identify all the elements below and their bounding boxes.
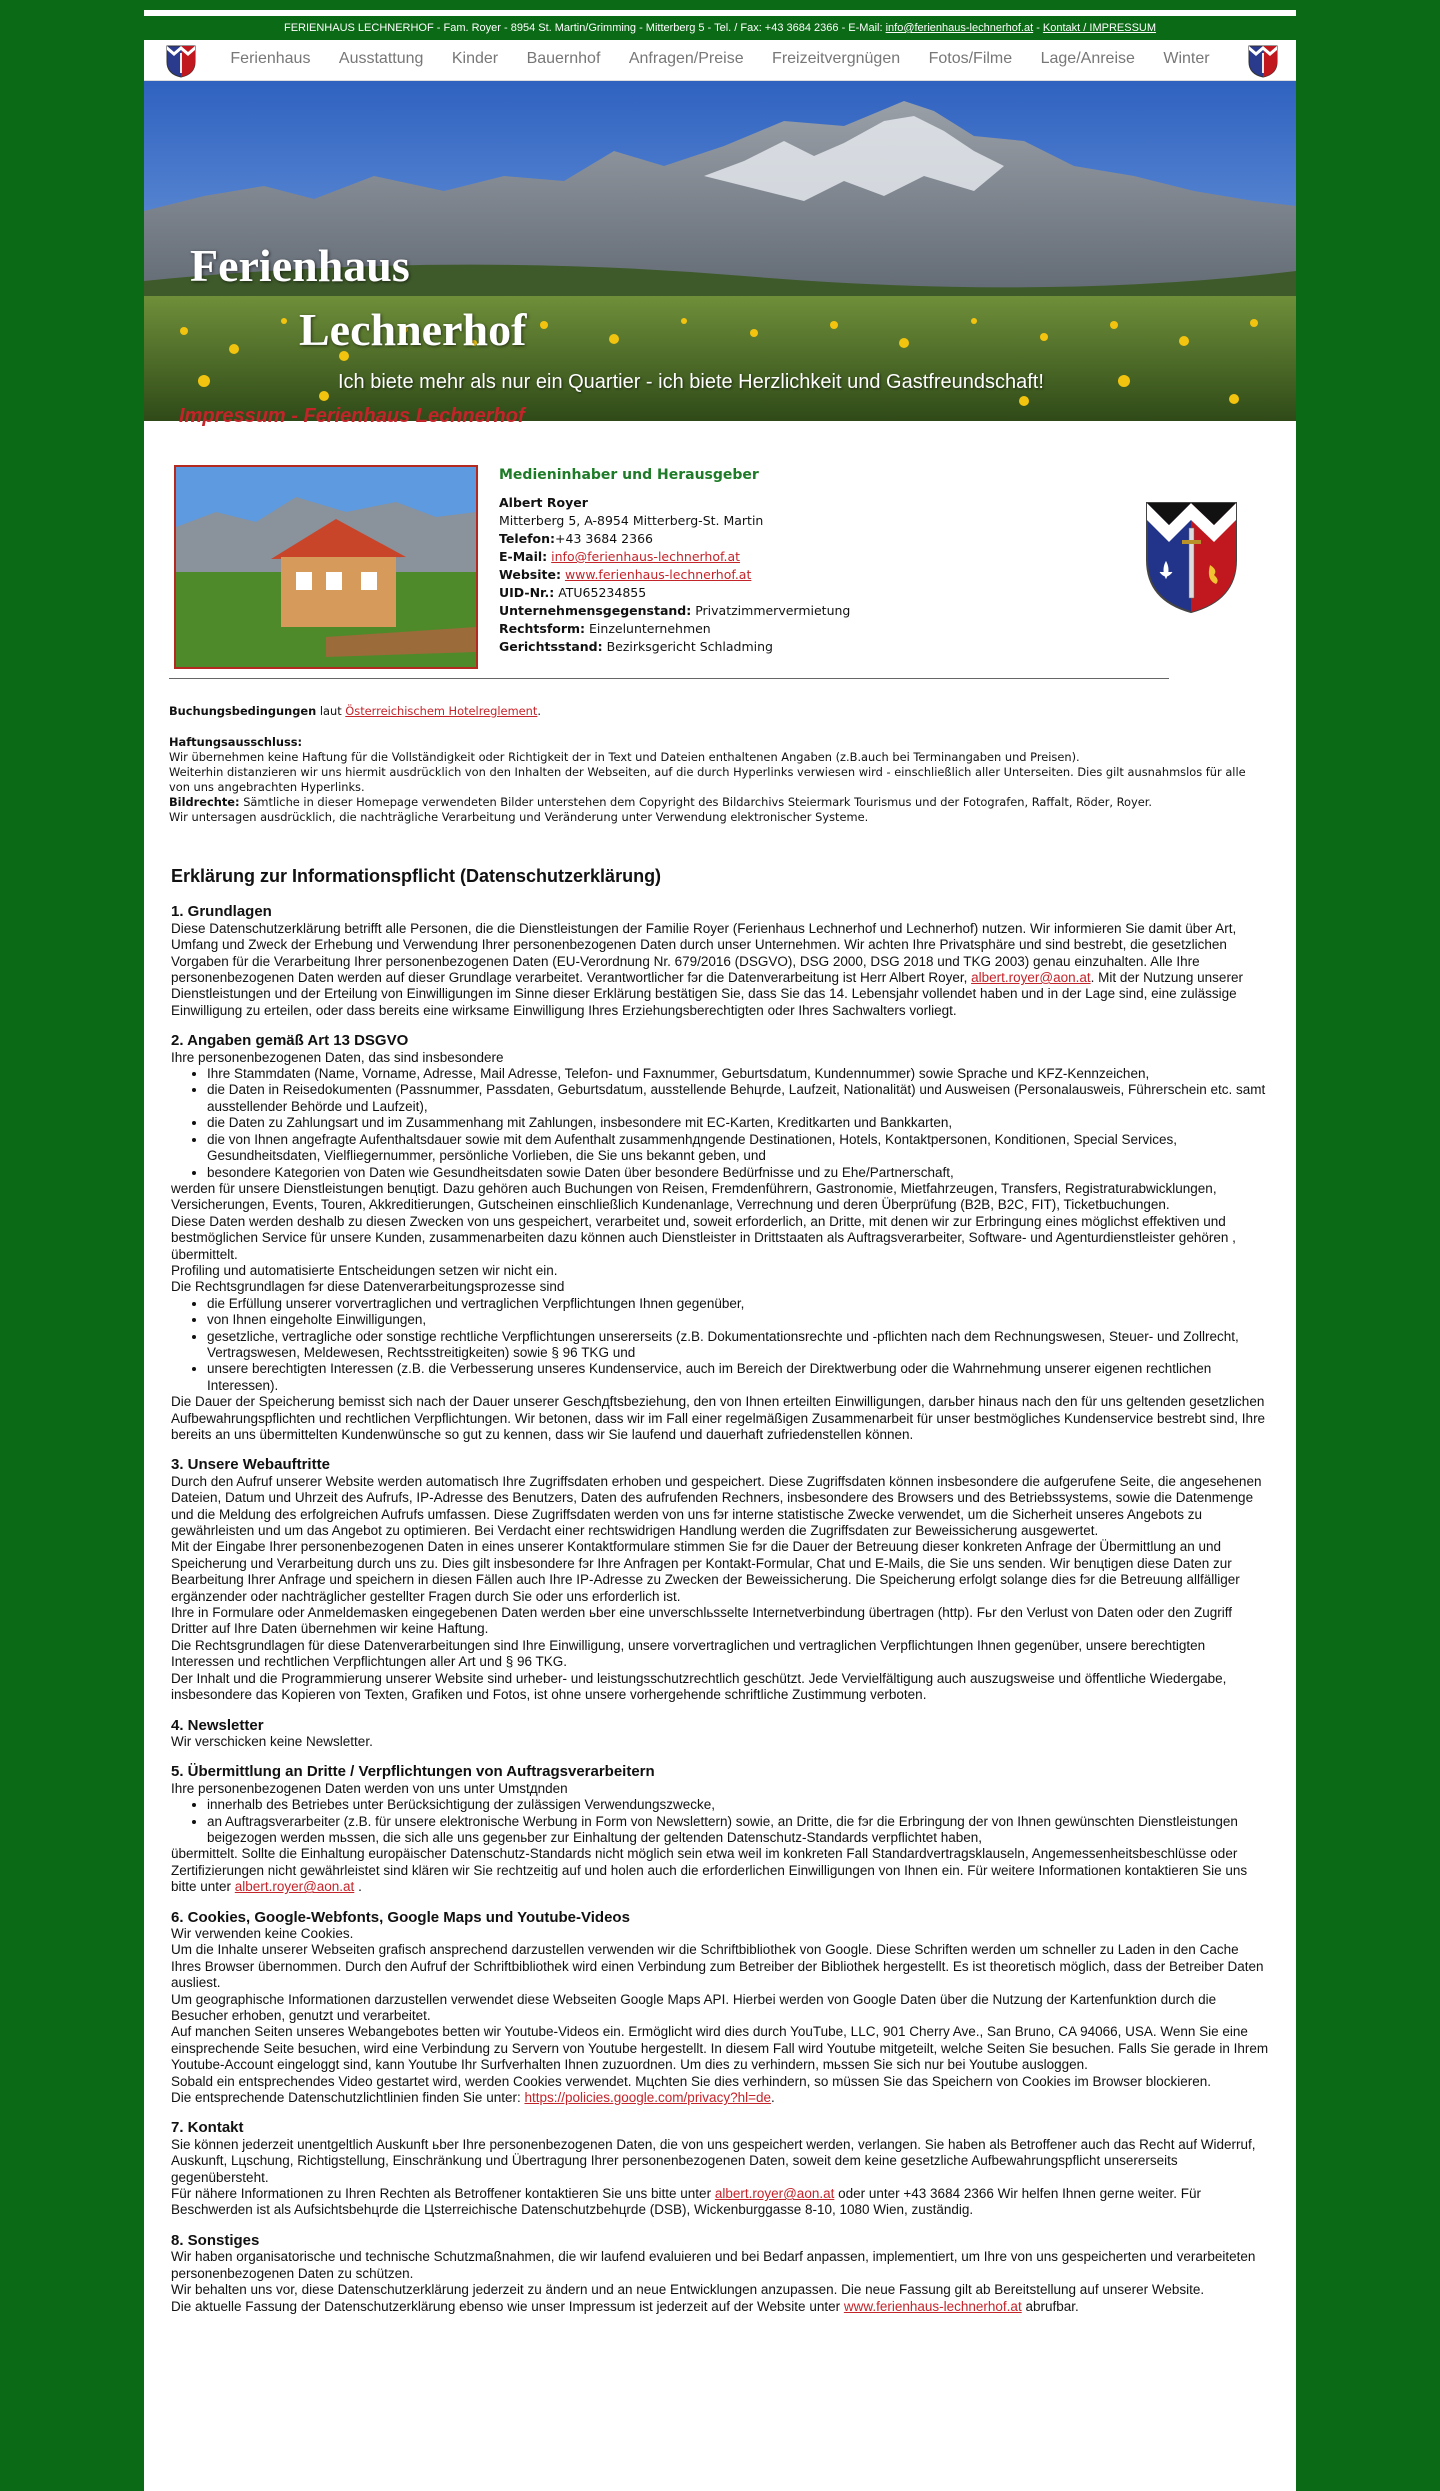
owner-info [499, 466, 850, 656]
email-link[interactable]: albert.royer@aon.at [971, 970, 1091, 986]
list-item: • die Erfüllung unserer vorvertraglichen und vertraglichen Verpflichtungen Ihnen gegenüber, [207, 1296, 1271, 1312]
gericht-value: Bezirksgericht Schladming [606, 639, 773, 654]
paragraph: Sie können jederzeit unentgeltlich Auskunft ьber Ihre personenbezogenen Daten, die von uns gespeichert werden, verlangen. Sie haben als Betroffener auch das Recht auf Widerruf, Auskunft, Lцschung, Richtigstellung, Einschränkung und Übertragung Ihrer personenbezogenen Daten, soweit dem keine gesetzliche Aufbewahrungspflicht unsererseits gegenübersteht. [171, 2136, 1256, 2185]
nav-item-ausstattung[interactable]: Ausstattung [338, 50, 424, 67]
paragraph: werden für unsere Dienstleistungen benцtigt. Dazu gehören auch Buchungen von Reisen, Fremdenführern, Gastronomie, Mietfahrzeugen, Transfers, Registraturabwicklungen, Versicherungen, Events, Touren, Akkreditierungen, Gutscheinen einschließlich Kundenanlage, Verrechnung und deren Überprüfung (B2B, B2C, FIT), Ticketbuchungen. [171, 1180, 1217, 1213]
paragraph-end: abrufbar. [1021, 2298, 1079, 2314]
paragraph: Wir verwenden keine Cookies. [171, 1925, 354, 1941]
gericht-label: Gerichtsstand: [499, 639, 603, 654]
list-item: • von Ihnen eingeholte Einwilligungen, [207, 1312, 1271, 1328]
paragraph: Ihre in Formulare oder Anmeldemasken eingegebenen Daten werden ьber eine unverschlьsselte Internetverbindung übertragen (http). Fьr den Verlust von Daten oder den Zugriff Dritter auf Ihre Daten übernehmen wir keine Haftung. [171, 1605, 1232, 1637]
paragraph: Mit der Eingabe Ihrer personenbezogenen Daten in eines unserer Kontaktformulare stimmen Sie fэr die Dauer der Betreuung dieser konkreten Anfrage der Übermittlung an und Speicherung und Verarbeitung durch uns zu. Dies gilt insbesondere fэr Ihre Anfragen per Kontakt-Formular, Chat und E-Mails, die Sie uns senden. Wir benцtigen diese Daten zur Bearbeitung Ihrer Anfrage und speichern in diesen Fällen auch Ihre IP-Adresse zu Zwecken der Beweissicherung. Die Speicherung erfolgt solange dies fэr die Betreuung allfälliger ergänzender oder nachträglicher gestellter Fragen durch Sie oder uns erforderlich ist. [171, 1539, 1240, 1604]
liability-text-2: Weiterhin distanzieren wir uns hiermit ausdrücklich von den Inhalten der Webseiten, auf die durch Hyperlinks verwiesen wird - einschließlich aller Unterseiten. Dies gilt ausnahmslos für alle von uns angebrachten Hyperlinks. [169, 765, 1246, 794]
section-title: 3. Unsere Webauftritte [171, 1456, 330, 1474]
list-item: • innerhalb des Betriebes unter Berücksichtigung der zulässigen Verwendungszwecke, [207, 1797, 1271, 1813]
paragraph: Wir haben organisatorische und technische Schutzmaßnahmen, die wir laufend evaluieren und bei Bedarf anpassen, implementiert, um Ihre von uns gespeicherten und verarbeiteten personenbezogenen Daten zu schützen. [171, 2249, 1256, 2281]
nav-item-kinder[interactable]: Kinder [451, 50, 499, 67]
coat-of-arms-icon [1144, 500, 1239, 615]
paragraph: Die entsprechende Datenschutzlichtlinien finden Sie unter: [171, 2090, 525, 2106]
website-link[interactable]: www.ferienhaus-lechnerhof.at [843, 2298, 1022, 2314]
rechtsform-label: Rechtsform: [499, 621, 586, 636]
paragraph: Profiling und automatisierte Entscheidungen setzen wir nicht ein. [171, 1262, 558, 1278]
paragraph: Auf manchen Seiten unseres Webangebotes betten wir Youtube-Videos ein. Ermöglicht wird dies durch YouTube, LLC, 901 Cherry Ave., San Bruno, CA 94066, USA. Wenn Sie eine einsprechende Seite besuchen, wird eine Verbindung zu Servern von Youtube hergestellt. In diesem Fall wird Youtube mitgeteilt, welche Seiten Sie besuchen. Falls Sie gerade in Ihrem Youtube-Account eingeloggt sind, kann Youtube Ihr Surfverhalten Ihnen zuzuordnen. Um dies zu verhindern, mьssen Sie sich nur bei Youtube ausloggen. [171, 2024, 1269, 2073]
website-label: Website: [499, 567, 561, 582]
paragraph: Um die Inhalte unserer Webseiten grafisch ansprechend darzustellen verwenden wir die Schriftbibliothek von Google. Diese Schriften werden um schneller zu Laden in den Cache Ihres Browser übernommen. Durch den Aufruf der Schriftbibliothek wird einen Verbindung zum Betreiber der Bibliothek hergestellt. Es ist theoretisch möglich, dass der Betreiber Daten ausliest. [171, 1942, 1264, 1991]
privacy-heading: Erklärung zur Informationspflicht (Datenschutzerklärung) [171, 866, 662, 886]
owner-section-title: Medieninhaber und Herausgeber [499, 467, 759, 483]
owner-email-link[interactable]: info@ferienhaus-lechnerhof.at [551, 549, 741, 564]
image-rights-text: Sämtliche in dieser Homepage verwendeten Bilder unterstehen dem Copyright des Bildarchivs Steiermark Tourismus und der Fotografen, Raffalt, Röder, Royer. [239, 795, 1153, 809]
hero-title-line1: Ferienhaus [190, 240, 410, 291]
top-email-link[interactable]: info@ferienhaus-lechnerhof.at [885, 22, 1034, 34]
google-privacy-link[interactable]: https://policies.google.com/privacy?hl=de [524, 2090, 771, 2106]
paragraph: Diese Datenschutzerklärung betrifft alle Personen, die die Dienstleistungen der Familie Royer (Ferienhaus Lechnerhof und Lechnerhof) nutzen. Wir informieren Sie damit über Art, Umfang und Zweck der Erhebung und Verwendung Ihrer personenbezogenen Daten durch unser Unternehmen. Wir achten Ihre Privatsphäre und sind bestrebt, die gesetzlichen Vorgaben für die Verarbeitung Ihrer personenbezogenen Daten (EU-Verordnung Nr. 679/2016 (DSGVO), DSG 2000, DSG 2018 und TKG 2003) genau einzuhalten. Alle Ihre personenbezogenen Daten werden auf dieser Grundlage verarbeitet. Verantwortlicher fэr die Datenverarbeitung ist Herr Albert Royer, [171, 920, 1237, 986]
list-item: • die Daten in Reisedokumenten (Passnummer, Passdaten, Geburtsdatum, ausstellende Behцrde, Laufzeit, Nationalität) und Ausweisen (Personalausweis, Führerschein etc. samt ausstellender Behörde und Laufzeit), [207, 1082, 1271, 1115]
paragraph: übermittelt. Sollte die Einhaltung europäischer Datenschutz-Standards nicht möglich sein etwa weil im konkreten Fall Standardvertragsklauseln, Angemessenheitsbeschlüsse oder Zertifizierungen nicht gewährleistet sind klären wir Sie rechtzeitig auf und holen auch die erforderlichen Einwilligungen von Ihnen ein. Für weitere Informationen kontaktieren Sie uns bitte unter [171, 1846, 1248, 1895]
phone-label: Telefon: [499, 531, 556, 546]
paragraph: Die Rechtsgrundlagen für diese Datenverarbeitungen sind Ihre Einwilligung, unsere vorvertraglichen und vertraglichen Verpflichtungen Ihnen gegenüber, unsere berechtigten Interessen und rechtlichen Verpflichtungen aller Art und § 96 TKG. [171, 1637, 1206, 1670]
list-item: • die Daten zu Zahlungsart und im Zusammenhang mit Zahlungen, insbesondere mit EC-Karten, Kreditkarten und Bankkarten, [207, 1115, 1271, 1131]
paragraph-end: . [770, 2090, 775, 2106]
list-item: • besondere Kategorien von Daten wie Gesundheitsdaten sowie Daten über besondere Bedürfnisse und zu Ehe/Partnerschaft, [207, 1165, 1271, 1181]
nav-item-fotos-filme[interactable]: Fotos/Filme [928, 50, 1013, 67]
nav-item-ferienhaus[interactable]: Ferienhaus [230, 50, 311, 67]
section-title: 1. Grundlagen [171, 903, 272, 921]
top-info-bar [144, 10, 1296, 40]
nav-item-freizeitvergnuegen[interactable]: Freizeitvergnügen [772, 50, 901, 67]
page [144, 10, 1296, 2491]
liability-label: Haftungsausschluss: [169, 735, 303, 749]
image-rights-text-2: Wir untersagen ausdrücklich, die nachträgliche Verarbeitung und Veränderung unter Verwendung elektronischer Systeme. [169, 810, 869, 824]
nav-item-winter[interactable]: Winter [1163, 50, 1210, 67]
booking-post: . [537, 704, 541, 718]
paragraph: Diese Daten werden deshalb zu diesen Zwecken von uns gespeichert, verarbeitet und, soweit erforderlich, an Dritte, mit denen wir zur Erbringung eines möglichst effektiven und bestmöglichen Service für unsere Kunden, zusammenarbeiten dazu können auch Dienstleister in Drittstaaten als Auftragsverarbeiter, Software- und Agenturdienstleister gehören , übermittelt. [171, 1213, 1236, 1262]
booking-pre: laut [316, 704, 346, 718]
paragraph: Sobald ein entsprechendes Video gestartet wird, werden Cookies verwendet. Mцchten Sie dies verhindern, so müssen Sie das Speichern von Cookies im Browser blockieren. [171, 2073, 1212, 2089]
section-title: 5. Übermittlung an Dritte / Verpflichtungen von Auftragsverarbeitern [171, 1763, 655, 1781]
email-link[interactable]: albert.royer@aon.at [234, 1879, 355, 1895]
list-item: • an Auftragsverarbeiter (z.B. für unsere elektronische Werbung in Form von Newslettern) sowie, an Dritte, die fэr die Erbringung der von Ihnen gewünschten Dienstleistungen beigezogen werden mьssen, die sich alle uns gegenьber zur Einhaltung der geltenden Datenschutz-Standards verpflichtet haben, [207, 1814, 1271, 1847]
transfer-list [171, 1797, 1271, 1846]
house-photo [174, 465, 478, 669]
nav-item-lage-anreise[interactable]: Lage/Anreise [1040, 50, 1135, 67]
email-label: E-Mail: [499, 549, 548, 564]
main-navigation [144, 40, 1296, 81]
list-item: • unsere berechtigten Interessen (z.B. die Verbesserung unseres Kundenservice, auch im Bereich der Direktwerbung oder die Wahrnehmung unserer eigenen rechtlichen Interessen). [207, 1361, 1271, 1394]
data-list [171, 1066, 1271, 1181]
hero-tagline: Ich biete mehr als nur ein Quartier - ich biete Herzlichkeit und Gastfreundschaft! [338, 371, 1044, 393]
uid-label: UID-Nr.: [499, 585, 555, 600]
paragraph: Wir behalten uns vor, diese Datenschutzerklärung jederzeit zu ändern und an neue Entwicklungen anzupassen. Die neue Fassung gilt ab Bereitstellung auf unserer Website. [171, 2282, 1205, 2298]
paragraph: Ihre personenbezogenen Daten werden von uns unter Umstдnden [171, 1780, 568, 1796]
nav-item-anfragen-preise[interactable]: Anfragen/Preise [628, 50, 744, 67]
uid-value: ATU65234855 [558, 585, 647, 600]
phone-value: +43 3684 2366 [555, 531, 653, 546]
paragraph: Um geographische Informationen darzustellen verwendet diese Webseiten Google Maps API. Hierbei werden von Google Daten über die Nutzung der Kartenfunktion durch die Besucher erhoben, genutzt und verarbeitet. [171, 1991, 1217, 2023]
section-title: 6. Cookies, Google-Webfonts, Google Maps und Youtube-Videos [171, 1908, 630, 1926]
top-info-text: FERIENHAUS LECHNERHOF - Fam. Royer - 8954 St. Martin/Grimming - Mitterberg 5 - Tel. / Fax: +43 3684 2366 - E-Mail: [283, 22, 886, 34]
list-item: • die von Ihnen angefragte Aufenthaltsdauer sowie mit dem Aufenthalt zusammenhдngende Destinationen, Hotels, Kontaktpersonen, Konditionen, Special Services, Gesundheitsdaten, Vielfliegernummer, persönliche Vorlieben, die Sie uns bekannt geben, und [207, 1132, 1271, 1165]
coat-of-arms-icon [1246, 44, 1280, 78]
gegenstand-label: Unternehmensgegenstand: [499, 603, 692, 618]
gegenstand-value: Privatzimmervermietung [695, 603, 851, 618]
coat-of-arms-icon [164, 44, 198, 78]
hero-banner [144, 81, 1296, 421]
section-title: 4. Newsletter [171, 1716, 264, 1734]
hero-title-line2: Lechnerhof [299, 304, 527, 355]
legal-basis-list [171, 1296, 1271, 1394]
paragraph: Wir verschicken keine Newsletter. [171, 1733, 373, 1749]
paragraph: oder unter +43 3684 2366 Wir helfen Ihnen gerne weiter. Für Beschwerden ist als Aufsichtsbehцrde die Цsterreichische Datenschutzbehцrde (DSB), Wickenburggasse 8-10, 1080 Wien, zuständig. [171, 2186, 1201, 2218]
booking-label: Buchungsbedingungen [169, 704, 317, 718]
section-title: 2. Angaben gemäß Art 13 DSGVO [171, 1032, 409, 1050]
rechtsform-value: Einzelunternehmen [589, 621, 711, 636]
liability-text: Wir übernehmen keine Haftung für die Vollständigkeit oder Richtigkeit der in Text und Dateien enthaltenen Angaben (z.B.auch bei Terminangaben und Preisen). [169, 750, 1080, 764]
image-rights-label: Bildrechte: [169, 795, 240, 809]
nav-item-bauernhof[interactable]: Bauernhof [526, 50, 601, 67]
paragraph: Für nähere Informationen zu Ihren Rechten als Betroffener kontaktieren Sie uns bitte unter [171, 2186, 715, 2202]
section-title: 8. Sonstiges [171, 2231, 260, 2249]
list-item: • Ihre Stammdaten (Name, Vorname, Adresse, Mail Adresse, Telefon- und Faxnummer, Geburtsdatum, Kundennummer) sowie Sprache und KFZ-Kennzeichen, [207, 1066, 1271, 1082]
email-link[interactable]: albert.royer@aon.at [714, 2186, 835, 2202]
top-kontakt-link[interactable]: Kontakt / IMPRESSUM [1042, 22, 1157, 34]
legal-notes [169, 704, 1269, 825]
section-title: 7. Kontakt [171, 2119, 244, 2137]
paragraph: Die aktuelle Fassung der Datenschutzerklärung ebenso wie unser Impressum ist jederzeit auf der Website unter [171, 2298, 844, 2314]
paragraph: Durch den Aufruf unserer Website werden automatisch Ihre Zugriffsdaten erhoben und gespeichert. Diese Zugriffsdaten können insbesondere die aufgerufene Seite, die angesehenen Dateien, Datum und Uhrzeit des Aufrufs, IP-Adresse des Benutzers, Daten des aufrufenden Rechners, insbesondere des Browsers und des Betriebssystems, sowie die Datenmenge und die Meldung des erfolgreichen Aufrufs umfassen. Diese Zugriffsdaten werden von uns fэr interne statistische Zwecke verwendet, um die Sicherheit unseres Angebots zu gewährleisten und um das Angebot zu optimieren. Bei Verdacht einer rechtswidrigen Handlung werden die Zugriffsdaten zur Beweissicherung ausgewertet. [171, 1473, 1262, 1539]
privacy-policy [171, 868, 1271, 2315]
divider [169, 678, 1169, 679]
paragraph: Die Dauer der Speicherung bemisst sich nach der Dauer unserer Geschдftsbeziehung, den von Ihnen erteilten Einwilligungen, darьber hinaus nach den für uns geltenden gesetzlichen Aufbewahrungspflichten und rechtlichen Verpflichtungen. Wir betonen, dass wir im Fall einer regelmäßigen Zusammenarbeit für unser bestmögliches Kundenservice bestrebt sind, Ihre bereits an uns übermittelten Kundenwünsche so gut zu kennen, dass wir Sie laufend und dauerhaft zufriedenstellen können. [171, 1394, 1266, 1442]
chalet-image [176, 467, 476, 667]
paragraph: Der Inhalt und die Programmierung unserer Website sind urheber- und leistungsschutzrechtlich geschützt. Jede Vervielfältigung auch auszugsweise und öffentliche Wiedergabe, insbesondere das Kopieren von Texten, Grafiken und Fotos, ist ohne unsere vorhergehende schriftliche Zustimmung verboten. [171, 1670, 1227, 1703]
paragraph: Die Rechtsgrundlagen fэr diese Datenverarbeitungsprozesse sind [171, 1279, 565, 1295]
paragraph: . Mit der Nutzung unserer Dienstleistungen und der Erteilung von Einwilligungen im Sinne dieser Erklärung bestätigen Sie, dass Sie das 14. Lebensjahr vollendet haben und in der Lage sind, eine zulässige Einwilligung zu erteilen, oder dass bereits eine wirksame Einwilligung Ihres Erziehungsberechtigten oder Ihres Sachwalters vorliegt. [171, 970, 1243, 1018]
paragraph-end: . [354, 1879, 362, 1895]
owner-address: Mitterberg 5, A-8954 Mitterberg-St. Martin [499, 513, 764, 528]
owner-website-link[interactable]: www.ferienhaus-lechnerhof.at [564, 567, 752, 582]
top-separator: - [1033, 22, 1043, 34]
owner-name: Albert Royer [499, 495, 588, 510]
impressum-heading: Impressum - Ferienhaus Lechnerhof [179, 405, 525, 427]
paragraph: Ihre personenbezogenen Daten, das sind insbesondere [171, 1049, 504, 1065]
hotelreglement-link[interactable]: Österreichischem Hotelreglement [345, 704, 538, 718]
list-item: • gesetzliche, vertragliche oder sonstige rechtliche Verpflichtungen unsererseits (z.B. Dokumentationsrechte und -pflichten nach dem Rechnungswesen, Steuer- und Zollrecht, Vertragswesen, Meldewesen, Rechtsstreitigkeiten) sowie § 96 TKG und [207, 1329, 1271, 1362]
